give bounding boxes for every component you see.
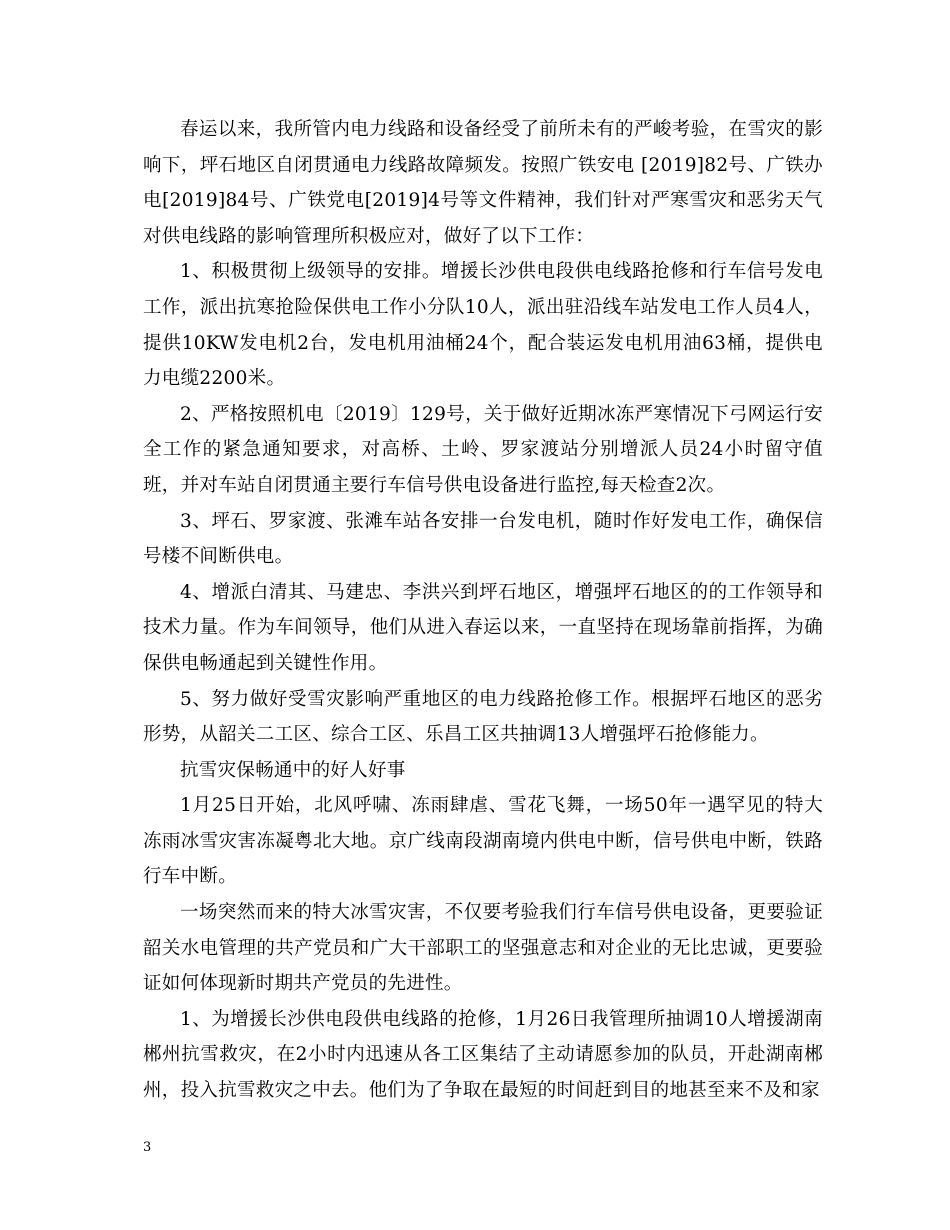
paragraph-item-2: 2、严格按照机电〔2019〕129号，关于做好近期冰冻严寒情况下弓网运行安全工作的紧急通知要求，对高桥、土岭、罗家渡站分别增派人员24小时留守值班，并对车站自闭贯通主要行车信号供电设备进行监控,每天检查2次。 [143, 403, 823, 496]
paragraph-item-1: 1、积极贯彻上级领导的安排。增援长沙供电段供电线路抢修和行车信号发电工作，派出抗寒抢险保供电工作小分队10人，派出驻沿线车站发电工作人员4人，提供10KW发电机2台，发电机用油桶24个，配合装运发电机用油63桶，提供电力电缆2200米。 [143, 261, 823, 390]
paragraph-event: 1月25日开始，北风呼啸、冻雨肆虐、雪花飞舞，一场50年一遇罕见的特大冻雨冰雪灾害冻凝粤北大地。京广线南段湖南境内供电中断，信号供电中断，铁路行车中断。 [143, 795, 823, 888]
page-number: 3 [143, 1140, 152, 1155]
paragraph-item-4: 4、增派白清其、马建忠、李洪兴到坪石地区，增强坪石地区的的工作领导和技术力量。作为车间领导，他们从进入春运以来，一直坚持在现场靠前指挥，为确保供电畅通起到关键性作用。 [143, 581, 823, 674]
paragraph-test: 一场突然而来的特大冰雪灾害，不仅要考验我们行车信号供电设备，更要验证韶关水电管理的共产党员和广大干部职工的坚强意志和对企业的无比忠诚，更要验证如何体现新时期共产党员的先进性。 [143, 902, 823, 995]
paragraph-deed-1: 1、为增援长沙供电段供电线路的抢修，1月26日我管理所抽调10人增援湖南郴州抗雪救灾，在2小时内迅速从各工区集结了主动请愿参加的队员，开赴湖南郴州，投入抗雪救灾之中去。他们为了争取在最短的时间赶到目的地甚至来不及和家 [143, 1008, 823, 1102]
paragraph-item-3: 3、坪石、罗家渡、张滩车站各安排一台发电机，随时作好发电工作，确保信号楼不间断供电。 [143, 510, 823, 568]
paragraph-item-5: 5、努力做好受雪灾影响严重地区的电力线路抢修工作。根据坪石地区的恶劣形势，从韶关二工区、综合工区、乐昌工区共抽调13人增强坪石抢修能力。 [143, 688, 823, 746]
document-body [143, 112, 823, 1109]
paragraph-intro: 春运以来，我所管内电力线路和设备经受了前所未有的严峻考验，在雪灾的影响下，坪石地区自闭贯通电力线路故障频发。按照广铁安电 [2019]82号、广铁办电[2019]84号、广铁党电[2019]4号等文件精神，我们针对严寒雪灾和恶劣天气对供电线路的影响管理所积极应对，做好了以下工作： [143, 119, 823, 247]
section-heading: 抗雪灾保畅通中的好人好事 [180, 759, 406, 781]
